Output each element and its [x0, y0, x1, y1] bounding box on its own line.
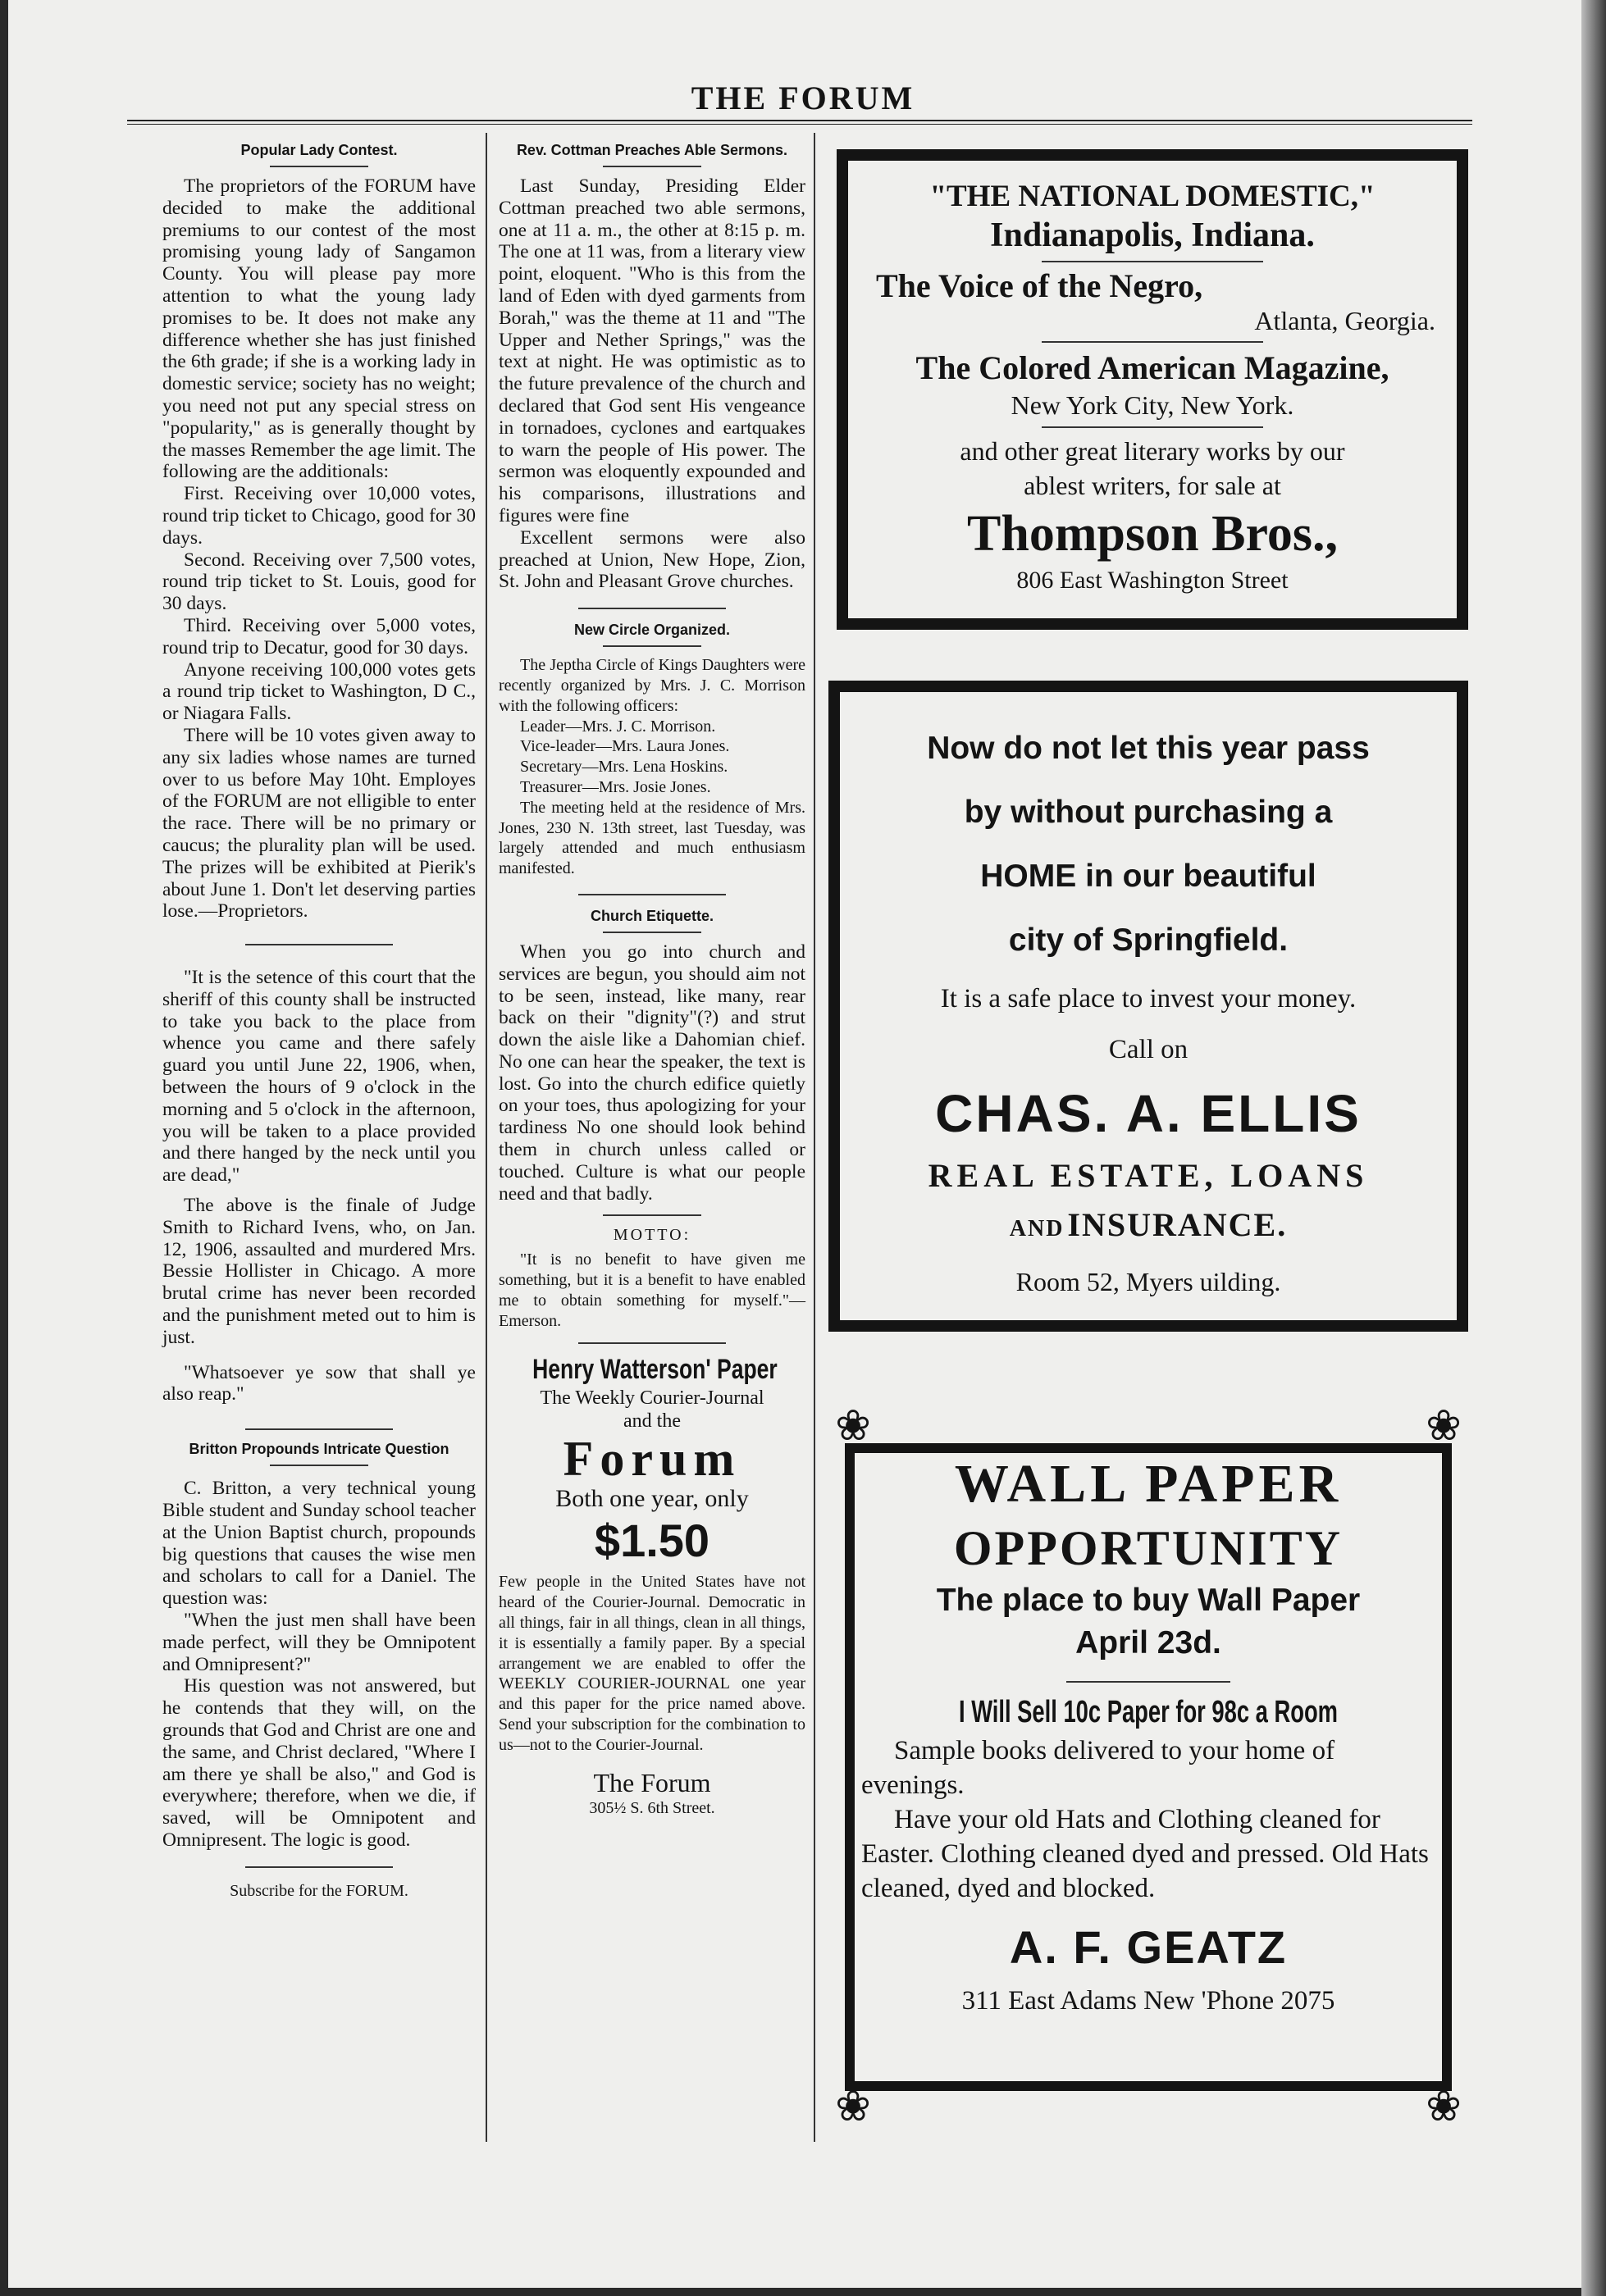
article-title-contest: Popular Lady Contest.	[240, 142, 398, 158]
article-title-etiquette: Church Etiquette.	[590, 907, 714, 924]
ad1-line: Indianapolis, Indiana.	[990, 216, 1315, 254]
separator	[245, 944, 393, 945]
ad-real-estate	[828, 681, 1468, 1332]
ad1-line: "THE NATIONAL DOMESTIC,"	[929, 180, 1376, 213]
paragraph: Anyone receiving 100,000 votes gets a round trip ticket to Washington, D C., or Niagara Falls.	[162, 658, 476, 725]
watterson-sub1: The Weekly Courier-Journal	[540, 1387, 764, 1410]
separator	[270, 166, 368, 167]
ad1-address: 806 East Washington Street	[1016, 567, 1289, 594]
separator	[245, 1428, 393, 1430]
ad3-line: Have your old Hats and Clothing cleaned for Easter. Clothing cleaned dyed and pressed. Old Hats cleaned, dyed and blocked.	[861, 1805, 1429, 1903]
ad3-line: Sample books delivered to your home of evenings.	[861, 1736, 1335, 1800]
ad1-line: ablest writers, for sale at	[1024, 471, 1281, 500]
ad1-line: The Colored American Magazine,	[915, 349, 1389, 386]
ornament-corner-icon: ❀	[1426, 2084, 1462, 2130]
column-rule-2	[814, 133, 815, 2142]
separator	[578, 894, 726, 895]
watterson-forum: Forum	[563, 1432, 741, 1487]
ad-wall-paper	[828, 1402, 1468, 2132]
paragraph: Excellent sermons were also preached at Union, New Hope, Zion, St. John and Pleasant Grove churches.	[499, 526, 805, 593]
paragraph: There will be 10 votes given away to any six ladies whose names are turned over to us before May 10ht. Employes of the FORUM are not elligible to enter the race. There will be no primary or caucus; the plurality plan will be used. The prizes will be exhibited at Pierik's about June 1. Don't let deserving parties lose.—Proprietors.	[162, 724, 476, 922]
separator	[603, 1214, 701, 1216]
paragraph: Last Sunday, Presiding Elder Cottman preached two able sermons, one at 11 a. m., the other at 8:15 p. m. The one at 11 was, from a literary view point, eloquent. "Who is this from the land of Eden with dyed garments from Borah," was the theme at 11 and "The Upper and Nether Springs," was the text at night. He was optimistic as to the future prevalence of the church and declared that God sent His vengeance in tornadoes, cyclones and eartquakes to warn the people of His power. The sermon was eloquently expounded and his comparisons, illustrations and figures were fine	[499, 175, 805, 526]
paragraph: "Whatsoever ye sow that shall ye also reap."	[162, 1361, 476, 1405]
paragraph: The proprietors of the FORUM have decided to make the additional premiums to our contest of the most promising young lady of Sangamon County. You will please pay more attention to what the young lady promises to be. It does not make any difference whether she has just finished the 6th grade; if she is a working lady in domestic service; society has no weight; you need not put any special stress on "popularity," as is generally thought by the masses Remember the age limit. The following are the additionals:	[162, 175, 476, 483]
article-title-circle: New Circle Organized.	[573, 622, 731, 639]
ad1-name: Thompson Bros.,	[967, 506, 1338, 562]
separator	[1042, 261, 1263, 262]
ad3-title2: OPPORTUNITY	[953, 1521, 1344, 1575]
separator	[245, 1866, 393, 1868]
separator	[603, 932, 701, 933]
separator	[603, 645, 701, 647]
watterson-both: Both one year, only	[555, 1485, 749, 1513]
ornament-corner-icon: ❀	[835, 1403, 871, 1450]
separator	[1042, 426, 1263, 428]
ad2-line-insurance	[851, 1199, 1445, 1259]
officer-line: Leader—Mrs. J. C. Morrison.	[520, 717, 716, 736]
separator	[270, 1465, 368, 1466]
separator	[1042, 341, 1263, 343]
watterson-signature: The Forum	[593, 1767, 711, 1797]
ad2-name: CHAS. A. ELLIS	[935, 1084, 1362, 1143]
column-rule-1	[486, 133, 487, 2142]
watterson-title: Henry Watterson' Paper	[532, 1354, 778, 1386]
masthead-rule	[127, 120, 1472, 125]
ad1-line: and other great literary works by our	[960, 436, 1345, 466]
watterson-sub2: and the	[623, 1410, 681, 1433]
paragraph: "When the just men shall have been made perfect, will they be Omnipotent and Omnipresent?"	[162, 1610, 476, 1675]
ad2-line: Call on	[1108, 1035, 1189, 1064]
ad2-line: by without purchasing a	[964, 795, 1333, 830]
ad1-line: Atlanta, Georgia.	[1254, 306, 1435, 335]
paragraph: "It is the setence of this court that the sheriff of this county shall be instructed to take you back to the place from whence you came and there safely guard you until June 22, 1906, when, between the hours of 9 o'clock in the morning and 5 o'clock in the afternoon, you will be taken to a place provided and there hanged by the neck until you are dead,"	[162, 967, 476, 1187]
paragraph: "It is no benefit to have given me something, but it is a benefit to have enabled me to obtain something for myself."—Emerson.	[499, 1250, 805, 1330]
separator	[1066, 1681, 1230, 1683]
watterson-address: 305½ S. 6th Street.	[589, 1798, 715, 1817]
officer-line: Vice-leader—Mrs. Laura Jones.	[520, 737, 730, 756]
officer-line: Secretary—Mrs. Lena Hoskins.	[520, 758, 728, 777]
paragraph: When you go into church and services are begun, you should aim not to be seen, instead, like many, rear back on their "dignity"(?) and strut down the aisle like a Dahomian chief. No one can hear the speaker, the text is lost. Go into the church edifice quietly on your toes, thus apologizing for your tardiness No one should look behind them in church unless called or touched. Culture is what our people need and that badly.	[499, 941, 805, 1205]
ad2-line: Now do not let this year pass	[927, 731, 1370, 766]
watterson-price: $1.50	[594, 1515, 710, 1567]
ad2-line: REAL ESTATE, LOANS	[928, 1157, 1369, 1194]
ad2-line: It is a safe place to invest your money.	[940, 984, 1357, 1014]
watterson-ad	[499, 1352, 805, 1818]
ad3-line: April 23d.	[1075, 1625, 1221, 1660]
column-1	[162, 139, 476, 1902]
ad3-address: 311 East Adams New 'Phone 2075	[961, 1986, 1335, 2016]
ad1-line: The Voice of the Negro,	[876, 267, 1203, 304]
ad3-line: The place to buy Wall Paper	[936, 1583, 1361, 1618]
separator	[603, 166, 701, 167]
subscribe-note: Subscribe for the FORUM.	[230, 1881, 408, 1900]
paragraph: The Jeptha Circle of Kings Daughters were recently organized by Mrs. J. C. Morrison with the following officers:	[499, 656, 805, 715]
paragraph: His question was not answered, but he contends that they will, on the grounds that God and Christ are one and the same, and Christ declared, "Where I am there ye shall be also," and God is everywhere; therefore, when we die, if saved, will be Omnipotent and Omnipresent. The logic is good.	[162, 1675, 476, 1851]
officer-line: Treasurer—Mrs. Josie Jones.	[520, 777, 711, 796]
column-2	[499, 139, 805, 1818]
separator	[578, 1342, 726, 1344]
ornament-corner-icon: ❀	[835, 2084, 871, 2130]
watterson-body: Few people in the United States have not heard of the Courier-Journal. Democratic in all things, fair in all things, clean in all things, it is essentially a family paper. By a special arrangement we are enabled to offer the WEEKLY COURIER-JOURNAL one year and this paper for the price named above. Send your subscription for the combination to us—not to the Courier-Journal.	[499, 1573, 805, 1754]
ad2-insurance: INSURANCE.	[1067, 1206, 1288, 1243]
ad-literary-works	[837, 149, 1468, 630]
paragraph: Second. Receiving over 7,500 votes, round trip ticket to St. Louis, good for 30 days.	[162, 549, 476, 615]
paragraph: The above is the finale of Judge Smith to Richard Ivens, who, on Jan. 12, 1906, assaulted and murdered Mrs. Bessie Hollister in Chicago. A more brutal crime has never been recorded and the punishment meted out to him is just.	[162, 1195, 476, 1348]
article-title-cottman: Rev. Cottman Preaches Able Sermons.	[516, 142, 788, 158]
motto-label: MOTTO:	[613, 1226, 691, 1245]
paragraph: The meeting held at the residence of Mrs. Jones, 230 N. 13th street, last Tuesday, was largely attended and much enthusiasm manifested.	[499, 798, 805, 878]
paragraph: C. Britton, a very technical young Bible student and Sunday school teacher at the Union Baptist church, propounds big questions that causes the wise men and scholars to call for a Daniel. The question was:	[162, 1478, 476, 1610]
paragraph: First. Receiving over 10,000 votes, round trip ticket to Chicago, good for 30 days.	[162, 483, 476, 549]
ad3-name: A. F. GEATZ	[1009, 1921, 1288, 1973]
ad1-line: New York City, New York.	[1011, 390, 1294, 420]
ad2-and: AND	[1009, 1216, 1065, 1241]
ad3-title: WALL PAPER	[954, 1454, 1343, 1514]
masthead: THE FORUM	[691, 80, 915, 116]
article-title-britton: Britton Propounds Intricate Question	[189, 1441, 449, 1458]
ad2-room: Room 52, Myers uilding.	[1015, 1267, 1281, 1296]
ornament-corner-icon: ❀	[1426, 1403, 1462, 1450]
ad3-offer: I Will Sell 10c Paper for 98c a Room	[958, 1695, 1339, 1729]
ad2-line: city of Springfield.	[1008, 922, 1289, 958]
paragraph: Third. Receiving over 5,000 votes, round trip to Decatur, good for 30 days.	[162, 614, 476, 658]
page-edge-shadow	[1581, 0, 1606, 2296]
ad2-line: HOME in our beautiful	[980, 859, 1316, 894]
separator	[578, 608, 726, 609]
